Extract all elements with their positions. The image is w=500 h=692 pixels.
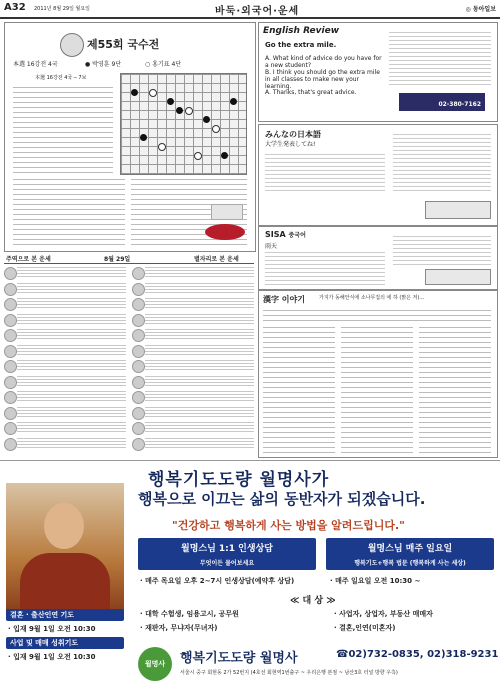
zodiac-icon [4, 267, 17, 280]
target-2: · 재판자, 무냐자(무녀자) [140, 624, 218, 632]
chinese-sample: 雨天 [265, 243, 278, 250]
hanja-lead [263, 307, 491, 321]
fortune-row [4, 328, 126, 340]
fortune-title-left: 주역으로 본 운세 [6, 256, 51, 263]
fortune-row [4, 406, 126, 418]
zodiac-icon [4, 345, 17, 358]
target-3: · 사업자, 상업자, 부동산 매매자 [334, 610, 433, 618]
fortune-row [132, 421, 254, 433]
zodiac-icon [4, 298, 17, 311]
fortune-text [145, 329, 254, 339]
english-notes [389, 31, 491, 85]
go-commentary-2 [13, 179, 125, 245]
fortune-row [4, 282, 126, 294]
fortune-text [17, 407, 126, 417]
fortune-row [4, 421, 126, 433]
fortune-row [4, 375, 126, 387]
fortune-title-mid: 8월 29일 [104, 256, 131, 263]
fortune-text [17, 391, 126, 401]
fortune-row [4, 344, 126, 356]
japanese-title: みんなの日本語 [265, 130, 321, 139]
sunday-time: · 매주 일요일 오전 10:30 ~ [330, 577, 421, 585]
zodiac-icon [4, 438, 17, 451]
zodiac-icon [4, 283, 17, 296]
fortune-row [4, 297, 126, 309]
fortune-row [4, 313, 126, 325]
zodiac-icon [132, 345, 145, 358]
zodiac-icon [132, 391, 145, 404]
hanja-box [258, 290, 498, 458]
tab-sunday-title: 월명스님 매주 일요일 [367, 544, 453, 554]
go-logo [60, 33, 84, 57]
temple-logo-text: 월명사 [144, 660, 166, 668]
fortune-list-left [4, 266, 126, 454]
zodiac-icon [4, 329, 17, 342]
consult-time: · 매주 목요일 오후 2~7시 인생상담(예약후 상담) [140, 577, 295, 585]
hanja-topline: 가지가 동해안식에 소나무집의 에 하 (맑은 저)... [319, 295, 425, 301]
fortune-text [145, 391, 254, 401]
hanja-body-1 [263, 327, 335, 453]
fortune-row [132, 390, 254, 402]
chinese-title: SISA 중국어 [265, 230, 306, 239]
headline-1: 행복기도도량 월명사가 [148, 470, 330, 490]
fortune-row [132, 328, 254, 340]
zodiac-icon [4, 376, 17, 389]
chinese-text [265, 251, 385, 285]
fortune-text [17, 314, 126, 324]
fortune-row [132, 359, 254, 371]
fortune-row [4, 359, 126, 371]
k5-logo [211, 204, 243, 220]
go-black-player: ● 박영훈 9단 [85, 61, 122, 68]
page-number: A32 [4, 2, 26, 13]
hanja-body-2 [341, 327, 413, 453]
fortune-text [17, 267, 126, 277]
footer-address: 서울시 중구 회현동 2가 52번지 (4호선 회현역1번출구 ~ 우리은행 본점 ~ 남산3호 터널 방향 우측) [180, 670, 398, 676]
japanese-line: 大学生発表してね! [265, 141, 316, 148]
fortune-row [132, 313, 254, 325]
fortune-header [4, 252, 254, 264]
temple-logo [138, 647, 172, 681]
target-4: · 결혼,인연(미혼자) [334, 624, 396, 632]
fortune-row [4, 266, 126, 278]
go-commentary [13, 85, 113, 173]
zodiac-icon [132, 329, 145, 342]
fortune-text [145, 422, 254, 432]
fortune-text [145, 345, 254, 355]
fortune-text [145, 283, 254, 293]
zodiac-icon [132, 438, 145, 451]
hanja-title: 漢字 이야기 [263, 295, 305, 304]
zodiac-icon [132, 283, 145, 296]
tab-consult-title: 월명스님 1:1 인생상담 [181, 544, 273, 554]
zodiac-icon [4, 407, 17, 420]
zodiac-icon [132, 267, 145, 280]
hanja-body-3 [419, 327, 491, 453]
section-title: 바둑·외국어·운세 [215, 6, 300, 17]
page-header [0, 0, 500, 19]
english-choice-a: A. What kind of advice do you have for a new student? [265, 55, 382, 69]
go-white-player: ○ 홍기표 4단 [145, 61, 182, 68]
go-diagram-caption: 本選 16강전 4국 ─ 7보 [35, 75, 87, 81]
fortune-text [145, 407, 254, 417]
fortune-row [132, 406, 254, 418]
fortune-text [145, 298, 254, 308]
business-prayer-date: · 입재 9월 1일 오전 10:30 [8, 653, 96, 661]
japanese-text [265, 151, 385, 191]
english-choice-c: A. Thanks, that's great advice. [265, 89, 357, 96]
kia-logo [205, 224, 245, 240]
fortune-section [4, 252, 254, 456]
zodiac-icon [132, 314, 145, 327]
target-title: ≪ 대 상 ≫ [290, 596, 336, 606]
fortune-text [17, 376, 126, 386]
zodiac-icon [132, 376, 145, 389]
fortune-title-right: 별자리로 본 운세 [194, 256, 239, 263]
marriage-prayer-label: 결혼 · 출산인연 기도 [6, 609, 124, 621]
fortune-list-right [132, 266, 254, 454]
go-title: 제55회 국수전 [87, 38, 160, 51]
japanese-badge [425, 201, 491, 219]
japanese-text-2 [393, 131, 491, 191]
fortune-row [132, 266, 254, 278]
middle-column [175, 160, 253, 248]
fortune-text [17, 345, 126, 355]
publisher-name: ◎ 동아일보 [465, 6, 496, 13]
fortune-text [145, 360, 254, 370]
headline-2: 행복으로 이끄는 삶의 동반자가 되겠습니다. [138, 490, 426, 508]
zodiac-icon [132, 360, 145, 373]
footer-temple-name: 행복기도도량 월명사 [180, 651, 298, 666]
zodiac-icon [4, 422, 17, 435]
ad-quote: "건강하고 행복하게 사는 방법을 알려드립니다." [172, 519, 405, 532]
chinese-box [258, 226, 498, 290]
english-review-box [258, 22, 498, 122]
fortune-text [17, 283, 126, 293]
fortune-text [145, 438, 254, 448]
fortune-text [145, 376, 254, 386]
monk-photo [6, 483, 124, 611]
target-1: · 대학 수험생, 임용고시, 공무원 [140, 610, 239, 618]
chinese-badge [425, 269, 491, 285]
fortune-row [132, 297, 254, 309]
fortune-row [132, 437, 254, 449]
chinese-text-2 [393, 235, 491, 265]
fortune-row [132, 344, 254, 356]
fortune-row [132, 375, 254, 387]
go-subtitle: 本選 16강전 4국 [13, 61, 58, 68]
fortune-text [17, 422, 126, 432]
fortune-text [17, 438, 126, 448]
english-contact-box: 02-380-7162 [399, 93, 485, 111]
fortune-row [4, 390, 126, 402]
fortune-text [17, 329, 126, 339]
tab-sunday [326, 538, 494, 570]
tab-consult-sub: 무엇이든 물어보세요 [199, 560, 255, 567]
english-choice-b: B. I think you should go the extra mile in all classes to make new your learning. [265, 69, 380, 90]
fortune-row [132, 282, 254, 294]
tab-consult [138, 538, 316, 570]
zodiac-icon [132, 298, 145, 311]
issue-date: 2011년 8월 29일 월요일 [34, 6, 91, 12]
footer-phone: ☎02)732-0835, 02)318-9231 [336, 649, 499, 660]
fortune-text [17, 360, 126, 370]
marriage-prayer-date: · 입재 9월 1일 오전 10:30 [8, 625, 96, 633]
zodiac-icon [4, 391, 17, 404]
fortune-row [4, 437, 126, 449]
fortune-text [145, 314, 254, 324]
english-title: English Review [263, 26, 340, 36]
tab-sunday-sub: 행복기도+행복 법문 (행복하게 사는 세상) [354, 560, 466, 567]
zodiac-icon [132, 407, 145, 420]
fortune-text [145, 267, 254, 277]
japanese-box [258, 124, 498, 226]
zodiac-icon [132, 422, 145, 435]
temple-advertisement [0, 460, 500, 692]
business-prayer-label: 사업 및 매매 성취기도 [6, 637, 124, 649]
english-heading: Go the extra mile. [265, 41, 337, 49]
fortune-text [17, 298, 126, 308]
zodiac-icon [4, 360, 17, 373]
zodiac-icon [4, 314, 17, 327]
